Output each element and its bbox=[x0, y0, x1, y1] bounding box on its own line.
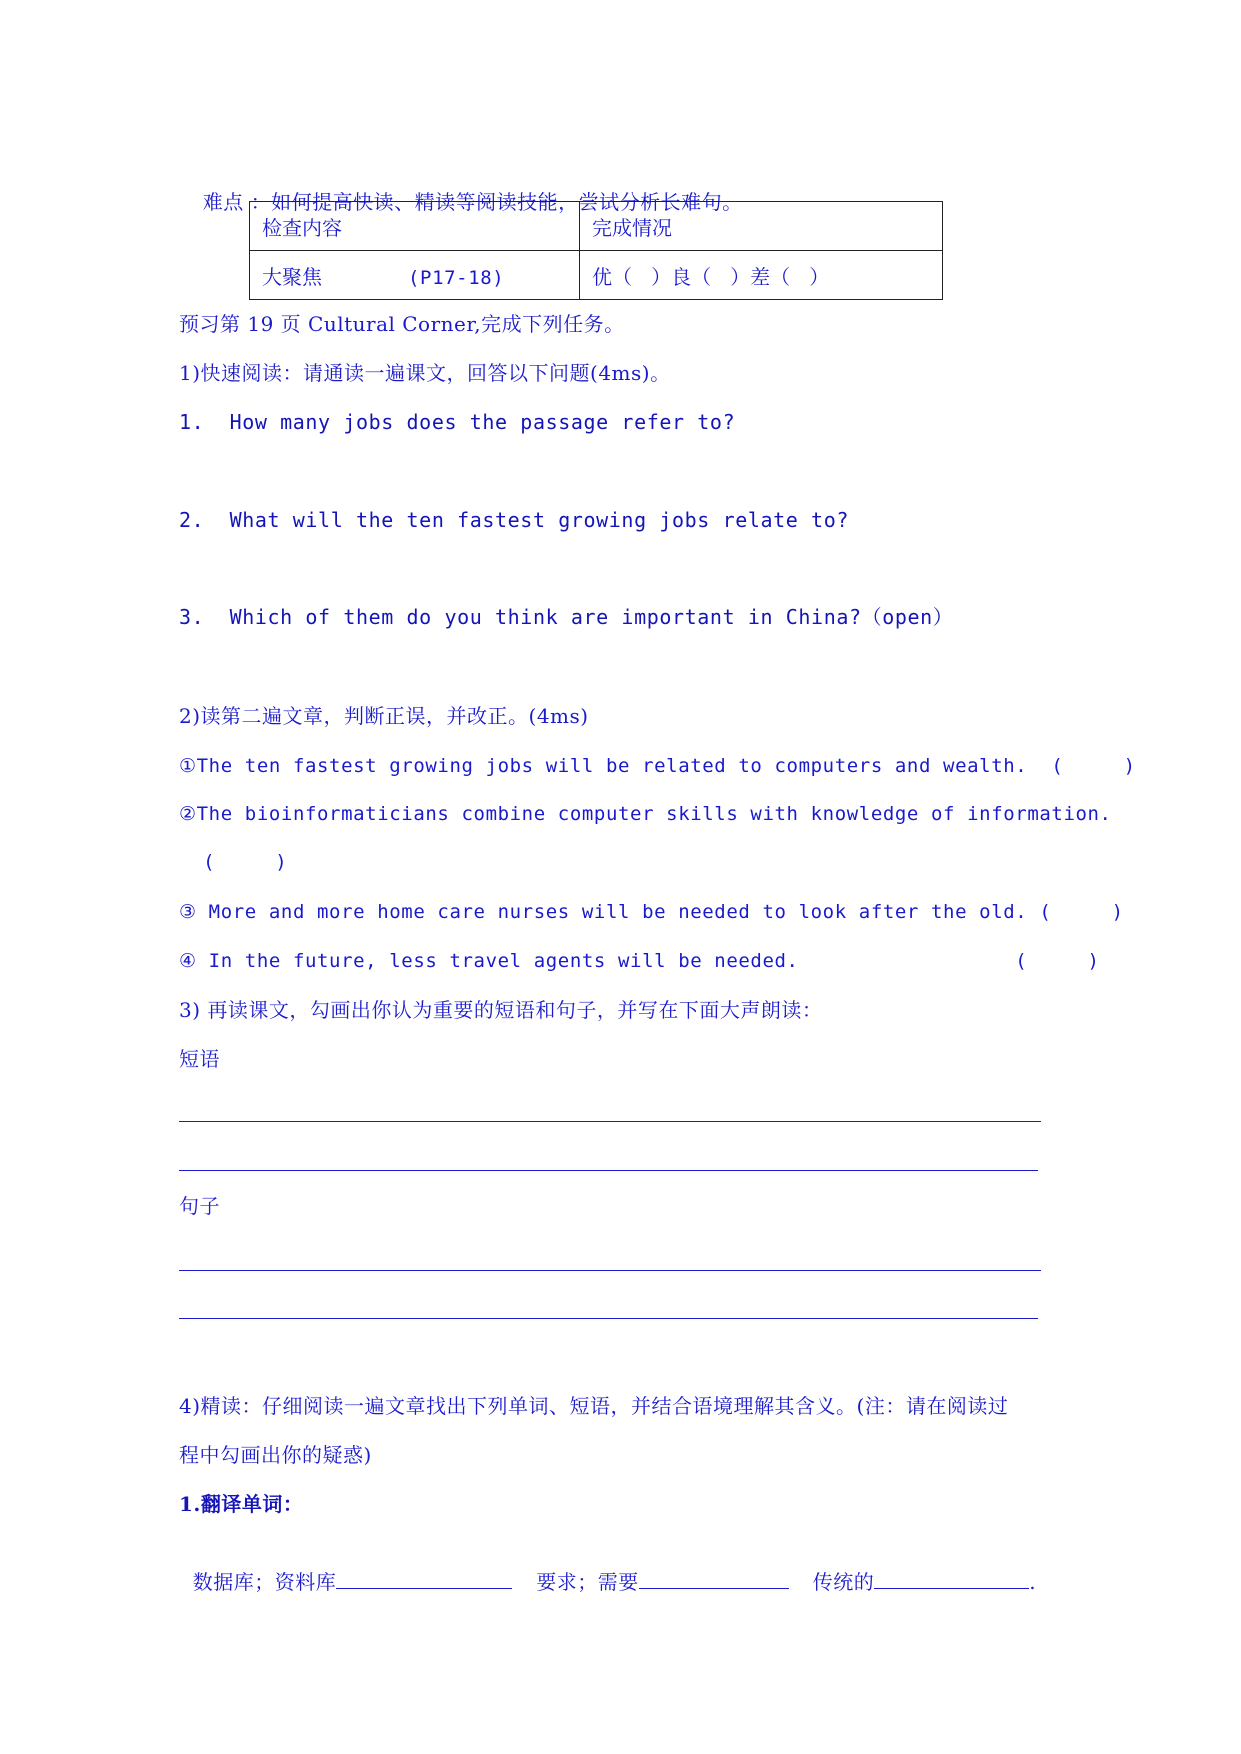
section4-title-line1: 4)精读：仔细阅读一遍文章找出下列单词、短语，并结合语境理解其含义。(注：请在阅读过 bbox=[179, 1394, 1009, 1418]
difficulty-label: 难点 ： bbox=[202, 190, 272, 214]
sentences-label: 句子 bbox=[179, 1194, 220, 1218]
word-database: 数据库；资料库 bbox=[192, 1570, 337, 1594]
difficulty-text: 如何提高快读、精读等阅读技能，尝试分析长难句。 bbox=[271, 190, 743, 214]
translate-words-line bbox=[179, 1538, 1036, 1596]
word-require: 要求；需要 bbox=[536, 1570, 639, 1594]
question-1: 1. How many jobs does the passage refer to? bbox=[179, 410, 736, 434]
section3-title: 3) 再读课文，勾画出你认为重要的短语和句子，并写在下面大声朗读： bbox=[179, 998, 823, 1022]
phrases-writing-line-2[interactable] bbox=[179, 1170, 1038, 1171]
tf-item-2-paren: ( ) bbox=[179, 851, 288, 873]
content-pages: (P17-18) bbox=[408, 266, 505, 289]
tf-item-1: ①The ten fastest growing jobs will be related to computers and wealth. ( ) bbox=[179, 755, 1136, 777]
table-cell-grades: 优（ ）良（ ）差（ ） bbox=[580, 251, 943, 300]
question-3: 3. Which of them do you think are important in China?（open） bbox=[179, 605, 954, 629]
sentences-writing-line-1[interactable] bbox=[179, 1270, 1041, 1271]
blank-traditional[interactable] bbox=[874, 1566, 1029, 1589]
phrases-label: 短语 bbox=[179, 1047, 220, 1071]
question-2: 2. What will the ten fastest growing jobs relate to? bbox=[179, 508, 849, 532]
section4-title-line2: 程中勾画出你的疑惑) bbox=[179, 1443, 372, 1467]
tf-item-3: ③ More and more home care nurses will be needed to look after the old. ( ) bbox=[179, 901, 1124, 923]
check-table bbox=[249, 201, 943, 300]
table-header-cell: 检查内容 bbox=[250, 202, 580, 251]
section2-title: 2)读第二遍文章，判断正误，并改正。(4ms) bbox=[179, 704, 589, 728]
tf-item-2: ②The bioinformaticians combine computer skills with knowledge of information. bbox=[179, 803, 1112, 825]
word-traditional: 传统的 bbox=[812, 1570, 875, 1594]
table-header-row bbox=[250, 202, 943, 251]
sentences-writing-line-2[interactable] bbox=[179, 1318, 1038, 1319]
table-header-cell: 完成情况 bbox=[580, 202, 943, 251]
preview-instruction: 预习第 19 页 Cultural Corner,完成下列任务。 bbox=[179, 312, 625, 336]
phrases-writing-line-1[interactable] bbox=[179, 1121, 1041, 1122]
tf-item-4: ④ In the future, less travel agents will be needed. ( ) bbox=[179, 950, 1100, 972]
translate-words-title: 1.翻译单词： bbox=[179, 1492, 304, 1516]
blank-require[interactable] bbox=[639, 1566, 789, 1589]
end-mark: . bbox=[1029, 1570, 1037, 1594]
table-cell-content bbox=[250, 251, 580, 300]
content-name: 大聚焦 bbox=[262, 264, 322, 289]
table-row bbox=[250, 251, 943, 300]
section1-title: 1)快速阅读：请通读一遍课文，回答以下问题(4ms)。 bbox=[179, 361, 671, 385]
blank-database[interactable] bbox=[336, 1566, 512, 1589]
